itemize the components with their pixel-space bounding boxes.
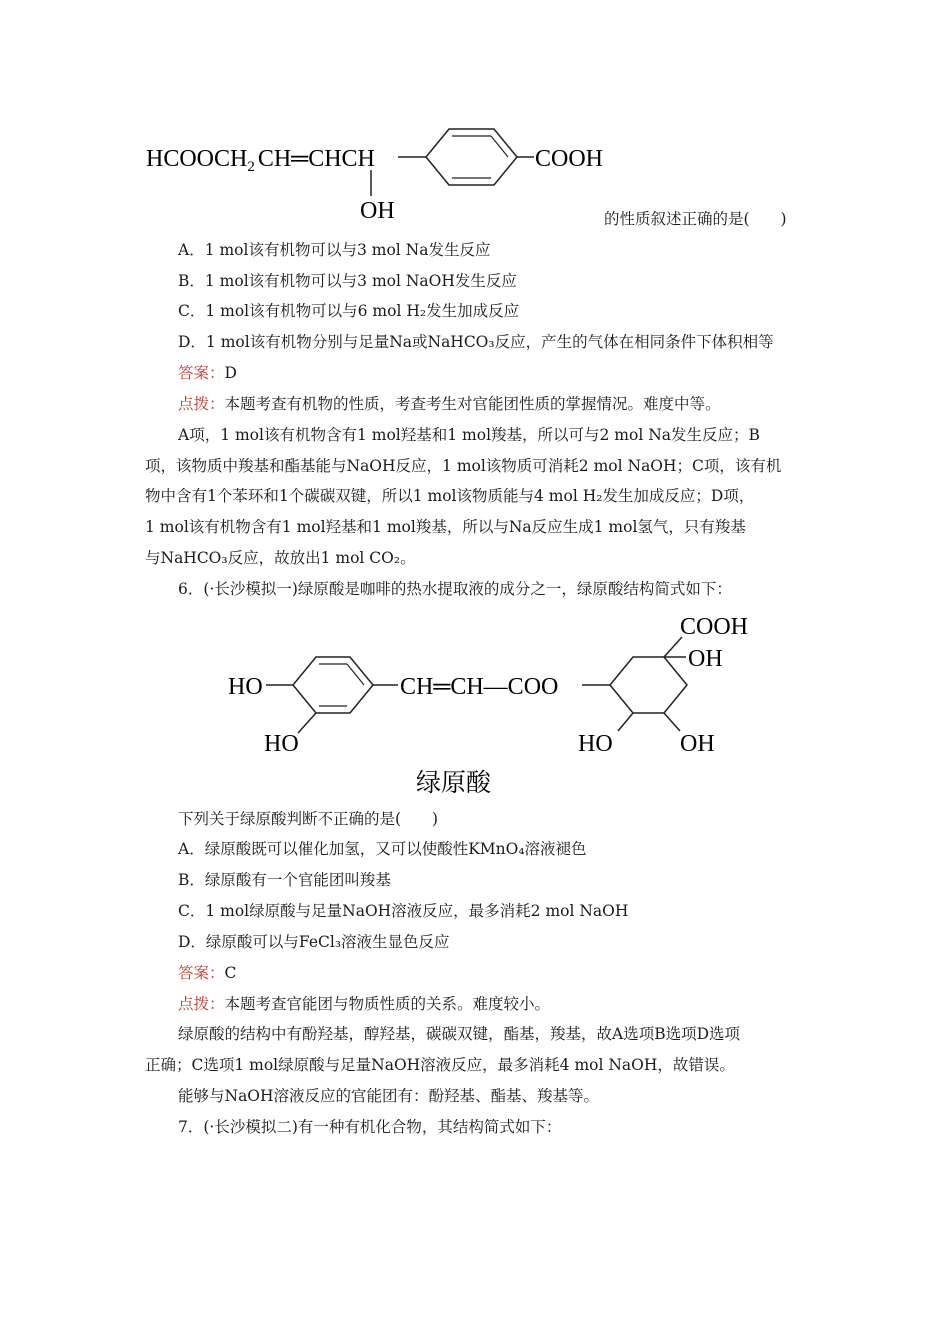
ring-double-bond xyxy=(347,664,364,685)
q6-question: 下列关于绿原酸判断不正确的是( ) xyxy=(178,810,439,828)
q6-stem: 6．(·长沙模拟一)绿原酸是咖啡的热水提取液的成分之一，绿原酸结构简式如下： xyxy=(178,580,732,598)
q5-explanation-line: 1 mol该有机物含有1 mol羟基和1 mol羧基，所以与Na反应生成1 mol氢气，只有羧基 xyxy=(145,518,746,536)
q5-explanation-line: 项，该物质中羧基和酯基能与NaOH反应，1 mol该物质可消耗2 mol NaOH；C项，该有机 xyxy=(145,457,782,475)
structure-1-diagram xyxy=(140,120,620,230)
q6-explanation-line: 绿原酸的结构中有酚羟基，醇羟基，碳碳双键，酯基，羧基，故A选项B选项D选项 xyxy=(178,1025,741,1043)
answer-value: C xyxy=(224,964,237,982)
q5-hint xyxy=(178,393,721,415)
q5-stem-tail: 的性质叙述正确的是( ) xyxy=(604,210,787,228)
q6-option-c: C．1 mol绿原酸与足量NaOH溶液反应，最多消耗2 mol NaOH xyxy=(178,902,629,920)
ho-left: HO xyxy=(228,674,263,700)
hint-label: 点拨： xyxy=(178,995,225,1013)
q5-option-a: A．1 mol该有机物可以与3 mol Na发生反应 xyxy=(178,241,491,259)
q6-explanation-line: 正确；C选项1 mol绿原酸与足量NaOH溶液反应，最多消耗4 mol NaOH，故错误。 xyxy=(145,1056,735,1074)
bond xyxy=(618,713,633,731)
q5-explanation-line: 物中含有1个苯环和1个碳碳双键，所以1 mol该物质能与4 mol H₂发生加成反应；D项， xyxy=(145,487,755,505)
structure-caption: 绿原酸 xyxy=(416,768,492,797)
bond xyxy=(298,713,316,733)
ho-ring: HO xyxy=(578,731,613,757)
structure-1-left-group: $HCOOCH_2$ CH═CHCH xyxy=(146,146,375,175)
q5-explanation-line: A项，1 mol该有机物含有1 mol羟基和1 mol羧基，所以可与2 mol Na发生反应；B xyxy=(178,426,760,444)
ring-double-bond xyxy=(491,136,508,157)
q6-option-a: A．绿原酸既可以催化加氢，又可以使酸性KMnO₄溶液褪色 xyxy=(178,840,587,858)
structure-1-cooh: COOH xyxy=(535,146,604,172)
hint-label: 点拨： xyxy=(178,395,225,413)
benzene-ring xyxy=(426,129,517,185)
q5-answer xyxy=(178,362,237,384)
q6-answer xyxy=(178,962,236,984)
hint-text: 本题考查官能团与物质性质的关系。难度较小。 xyxy=(224,995,551,1013)
cyclohexane-ring xyxy=(610,657,687,713)
answer-label: 答案： xyxy=(178,964,225,982)
q5-explanation-line: 与NaHCO₃反应，故放出1 mol CO₂。 xyxy=(145,549,416,567)
q5-option-d: D．1 mol该有机物分别与足量Na或NaHCO₃反应，产生的气体在相同条件下体积相等 xyxy=(178,333,774,351)
answer-label: 答案： xyxy=(178,364,225,382)
bond xyxy=(664,713,680,731)
oh-ring: OH xyxy=(680,731,715,757)
benzene-ring xyxy=(293,657,373,713)
ester-chain: CH═CH—COO xyxy=(400,674,559,700)
q6-option-b: B．绿原酸有一个官能团叫羧基 xyxy=(178,871,391,889)
oh-right: OH xyxy=(688,646,723,672)
q5-option-c: C．1 mol该有机物可以与6 mol H₂发生加成反应 xyxy=(178,302,520,320)
q6-hint xyxy=(178,993,550,1015)
q5-option-b: B．1 mol该有机物可以与3 mol NaOH发生反应 xyxy=(178,272,517,290)
hint-text: 本题考查有机物的性质，考查考生对官能团性质的掌握情况。难度中等。 xyxy=(224,395,721,413)
q7-stem: 7．(·长沙模拟二)有一种有机化合物，其结构简式如下： xyxy=(178,1118,562,1136)
q6-option-d: D．绿原酸可以与FeCl₃溶液生显色反应 xyxy=(178,933,450,951)
chlorogenic-acid-diagram xyxy=(220,605,780,805)
bond xyxy=(664,637,682,657)
ho-bottom: HO xyxy=(264,731,299,757)
structure-1-oh: OH xyxy=(360,198,395,224)
answer-value: D xyxy=(224,364,237,382)
cooh-group: COOH xyxy=(680,614,749,640)
q6-explanation-line: 能够与NaOH溶液反应的官能团有：酚羟基、酯基、羧基等。 xyxy=(178,1087,600,1105)
